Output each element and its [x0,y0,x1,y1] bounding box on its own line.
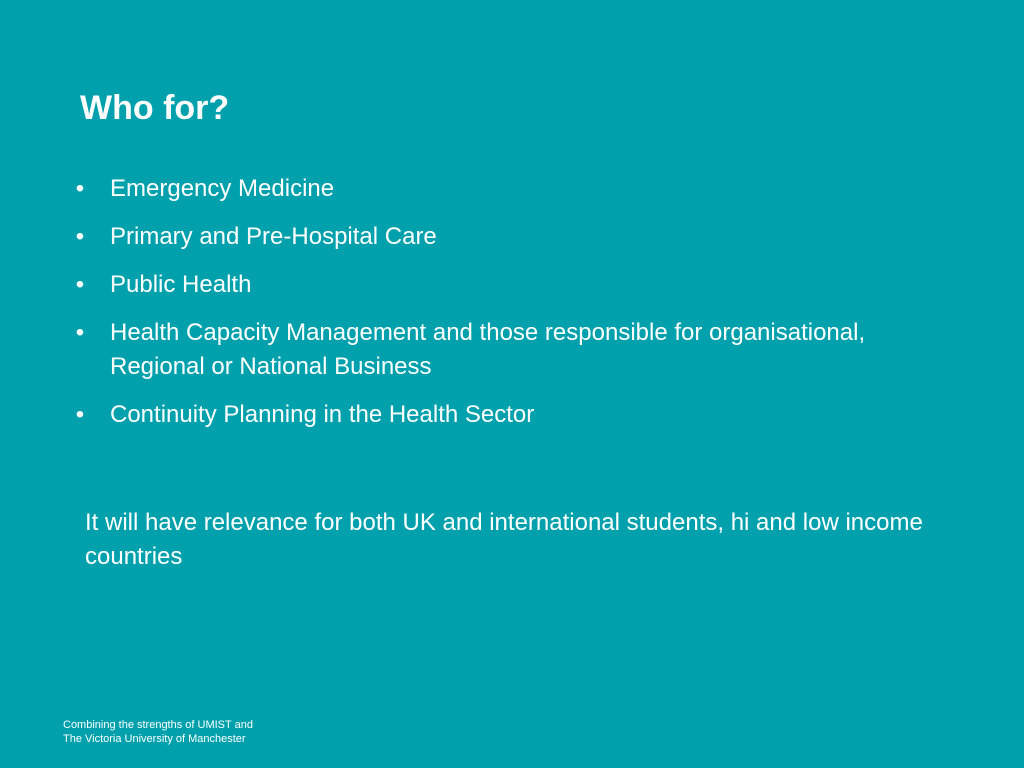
bullet-text: Continuity Planning in the Health Sector [110,401,535,428]
slide-title: Who for? [80,89,230,127]
bullet-text: Health Capacity Management and those responsible for organisational, Regional or National Business [110,319,866,380]
relevance-note: It will have relevance for both UK and international students, hi and low income countries [85,509,923,570]
bullet-icon: • [75,401,85,428]
bullet-icon: • [75,223,85,250]
bullet-list [70,172,890,446]
bullet-item [70,268,890,302]
footer-line-2: The Victoria University of Manchester [63,733,246,745]
bullet-text: Emergency Medicine [110,175,335,202]
bullet-text: Primary and Pre-Hospital Care [110,223,437,250]
bullet-item [70,172,890,206]
bullet-text: Public Health [110,271,252,298]
bullet-item [70,316,890,384]
footer [63,718,253,746]
bullet-icon: • [75,319,85,346]
bullet-icon: • [75,175,85,202]
bullet-item [70,220,890,254]
bullet-item [70,398,890,432]
footer-line-1: Combining the strengths of UMIST and [63,719,253,731]
bullet-icon: • [75,271,85,298]
